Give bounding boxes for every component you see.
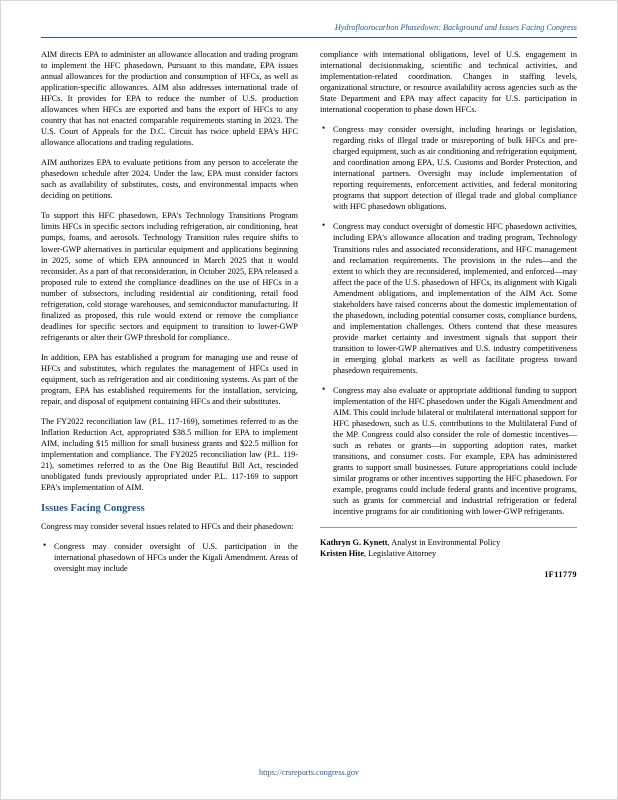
paragraph: To support this HFC phasedown, EPA's Technology Transitions Program limits HFCs in specific sectors including refrigeration, air conditioning, heat pumps, foams, and aerosols. Technology Transition rules require shifts to lower-GWP alternatives in particular equipment and applications beginning in 2025, some of which EPA announced in March 2025 that it would reconsider. As a part of that reconsideration, in October 2025, EPA released a proposed rule to extend the compliance deadlines on the use of HFCs in a number of subsectors, including residential air conditioning, retail food refrigeration, cold storage warehouses, and semiconductor manufacturing. If finalized as proposed, this rule would extend or remove the compliance deadlines for specific sectors and equipment to transition to lower-GWP refrigerants or alter their GWP threshold for compliance. [41, 211, 298, 342]
right-column [320, 49, 577, 739]
author-entry [320, 537, 577, 548]
author-block [320, 527, 577, 559]
list-item: • Congress may also evaluate or appropriate additional funding to support implementation of the HFC phasedown under the Kigali Amendment and AIM. This could include bilateral or multilateral international support for HFC phasedown, such as U.S. contributions to the Multilateral Fund of the MP. Congress could also consider the role of domestic incentives—such as rebates or grants—in supporting adoption rates, market transitions, and consumer costs. For example, EPA has administered grants to support small businesses. Future appropriations could include similar programs or other incentives supporting the HFC phasedown. For example, programs could include federal grants and incentive programs, such as grants for commercial and industrial refrigeration or federal incentive programs for air conditioning with lower-GWP refrigerants. [320, 385, 577, 517]
author-title: , Analyst in Environmental Policy [387, 538, 501, 548]
paragraph: AIM authorizes EPA to evaluate petitions from any person to accelerate the phasedown schedule after 2024. Under the law, EPA must consider factors such as availability of substitutes, costs, and environmental impacts when deciding on petitions. [41, 158, 298, 201]
list-item: • Congress may consider oversight, including hearings or legislation, regarding risks of illegal trade or misreporting of bulk HFCs and pre-charged equipment, such as air conditioning and refrigeration equipment, and coordination among EPA, U.S. Customs and Border Protection, and international partners. Oversight may include implementation of reporting requirements, enforcement activities, and federal monitoring programs that support detection of illegal trade and global compliance with HFC phasedown obligations. [320, 124, 577, 212]
report-number: IF11779 [544, 569, 577, 579]
list-item: • Congress may conduct oversight of domestic HFC phasedown activities, including EPA's allowance allocation and trading program, Technology Transitions rules and associated reconsiderations, and HFC management and reclamation requirements. The provisions in the rules—and the extent to which they are reconsidered, implemented, and enforced—may affect the pace of the U.S. phasedown of HFCs, its alignment with Kigali Amendment obligations, and implementation of the AIM Act. Some stakeholders have raised concerns about the domestic implementation of the phasedown, including potential consumer costs, compliance burdens, and implementation challenges. Others contend that these measures provide market certainty and investment signals that support their transition to lower-GWP alternatives and U.S. industry competitiveness in emerging global markets as well as facilitate progress toward phasedown requirements. [320, 221, 577, 375]
paragraph-continuation: compliance with international obligations, level of U.S. engagement in international decisionmaking, scientific and technical activities, and implementation-related coordination. Changes in staffing levels, organizational structure, or resource availability across agencies such as the State Department and EPA may affect capacity for U.S. participation in international cooperation to phase down HFCs. [320, 50, 577, 115]
issues-bullet-list [41, 541, 298, 574]
author-name: Kristen Hite [320, 549, 365, 559]
author-name: Kathryn G. Kynett [320, 538, 388, 548]
paragraph: In addition, EPA has established a program for managing use and reuse of HFCs and substitutes, which regulates the management of HFCs used in equipment, such as refrigeration and air conditioning systems. As part of the program, EPA has established requirements for the installation, servicing, repair, and disposal of equipment containing HFCs and their substitutes. [41, 352, 298, 406]
header-divider [41, 37, 577, 38]
running-header: Hydrofluorocarbon Phasedown: Background and Issues Facing Congress [334, 23, 577, 32]
paragraph: The FY2022 reconciliation law (P.L. 117-169), sometimes referred to as the Inflation Reduction Act, appropriated $38.5 million for EPA to implement AIM, including $15 million for small business grants and $22.5 million for implementation and compliance. The FY2025 reconciliation law (P.L. 119-21), sometimes referred to as the One Big Beautiful Bill Act, rescinded unobligated funds previously appropriated under P.L. 117-169 to support EPA's implementation of AIM. [41, 416, 298, 493]
author-title: , Legislative Attorney [364, 549, 437, 559]
two-column-body [41, 49, 577, 739]
author-entry [320, 548, 577, 559]
paragraph: AIM directs EPA to administer an allowance allocation and trading program to implement the HFC phasedown. Pursuant to this mandate, EPA issues annual allowances for the production and consumption of HFCs, as well as application-specific allowances. AIM also addresses international trade of HFCs. It provides for EPA to reduce the number of U.S. production allowances when HFCs are exported and bans the export of HFCs to any country that has not enacted comparable requirements starting in 2023. The U.S. Court of Appeals for the D.C. Circuit has twice upheld EPA's HFC allowance allocations and trading regulations. [41, 50, 298, 148]
section-heading: Issues Facing Congress [41, 503, 145, 515]
list-item: • Congress may consider oversight of U.S. participation in the international phasedown of HFCs under the Kigali Amendment. Areas of oversight may include [41, 541, 298, 574]
section-intro: Congress may consider several issues related to HFCs and their phasedown: [41, 522, 294, 532]
left-column [41, 49, 298, 739]
issues-bullet-list-continued [320, 124, 577, 517]
crs-reports-link[interactable]: https://crsreports.congress.gov [258, 768, 360, 777]
footer [1, 768, 617, 777]
